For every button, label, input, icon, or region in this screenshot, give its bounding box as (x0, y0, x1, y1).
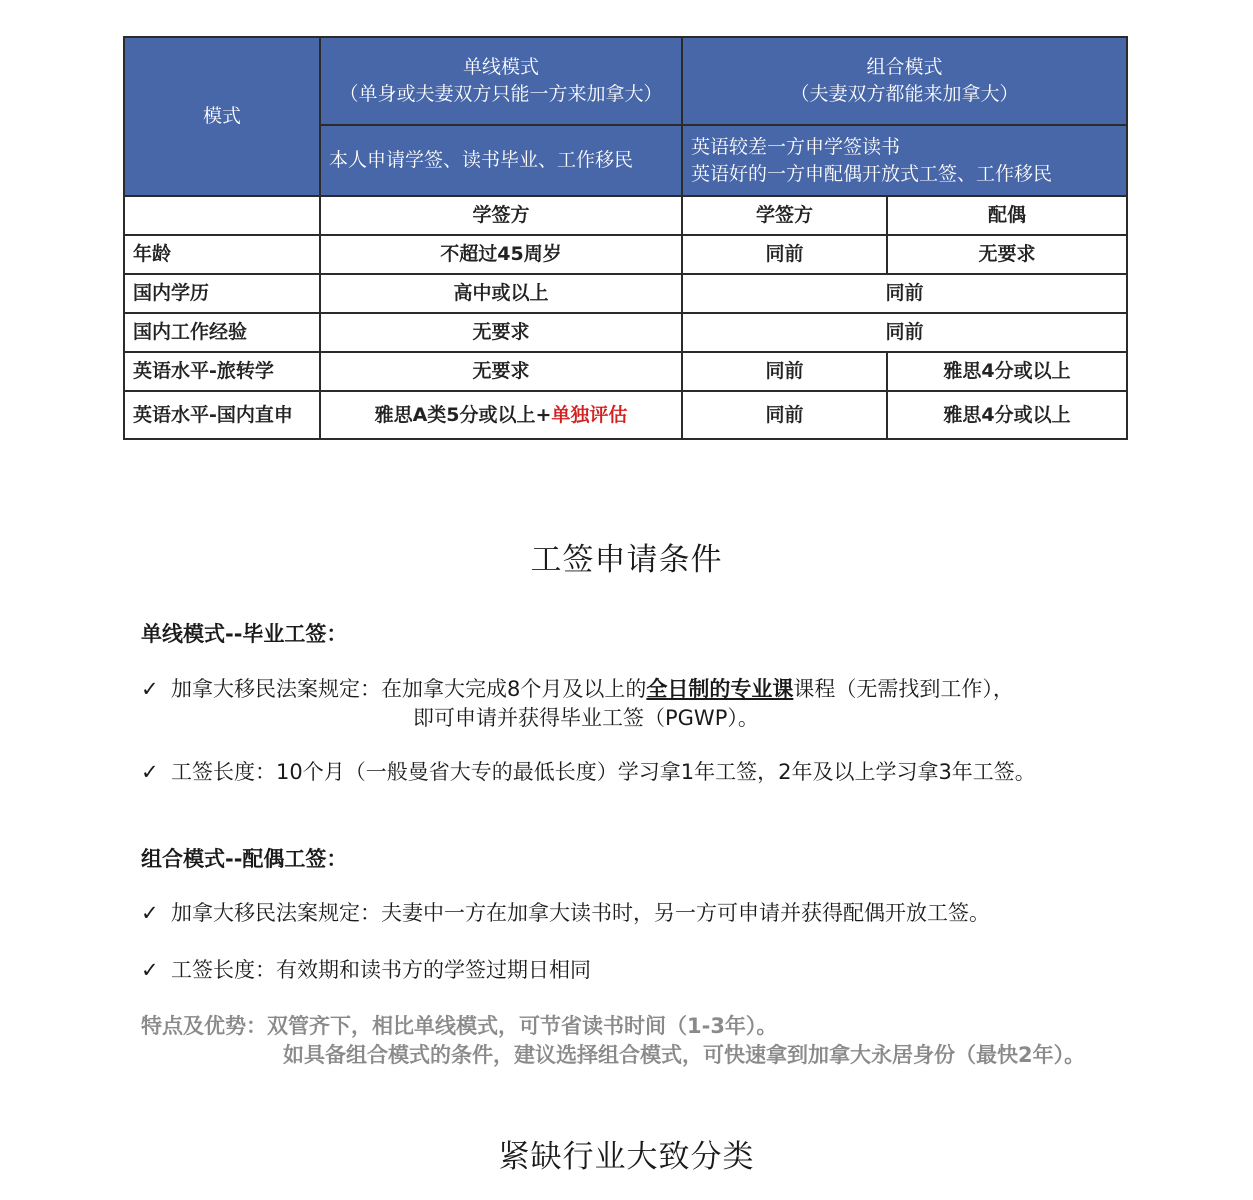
check-icon: ✓ (141, 760, 159, 784)
combo-student-value: 同前 (682, 235, 887, 274)
role-row (124, 196, 1127, 235)
combo-student-role-cell: 学签方 (682, 196, 887, 235)
item-text: 加拿大移民法案规定：夫妻中一方在加拿大读书时，另一方可申请并获得配偶开放工签。 (171, 901, 990, 925)
table-row (124, 274, 1127, 313)
combo-mode-desc-line2: 英语好的一方申配偶开放式工签、工作移民 (691, 162, 1053, 185)
combo-student-value: 同前 (682, 352, 887, 391)
mode-header-cell (124, 37, 320, 196)
combo-merged-value: 同前 (682, 274, 1127, 313)
combo-spouse-value: 雅思4分或以上 (887, 391, 1127, 439)
table-row (124, 352, 1127, 391)
table-header-row (124, 37, 1127, 125)
row-label: 国内工作经验 (124, 313, 320, 352)
single-mode-title: 单线模式 (462, 56, 539, 78)
combo-mode-header-cell (682, 37, 1127, 125)
single-value-highlight: 单独评估 (551, 403, 628, 426)
item-text-after: 课程（无需找到工作）， (793, 677, 1014, 701)
mode-header-label: 模式 (202, 105, 241, 127)
single-check-item-2 (141, 758, 1036, 787)
combo-mode-title: 组合模式 (866, 56, 943, 78)
combo-check-item-1 (141, 899, 990, 928)
work-permit-title: 工签申请条件 (530, 542, 723, 578)
single-value: 无要求 (320, 352, 682, 391)
item-continuation: 即可申请并获得毕业工签（PGWP）。 (413, 706, 759, 730)
combo-check-item-2 (141, 956, 591, 985)
table-row (124, 391, 1127, 439)
table-row (124, 235, 1127, 274)
row-label: 国内学历 (124, 274, 320, 313)
features-block (141, 1012, 1085, 1070)
single-mode-heading: 单线模式--毕业工签： (141, 622, 348, 646)
combo-merged-value: 同前 (682, 313, 1127, 352)
single-mode-header-cell (320, 37, 682, 125)
combo-mode-desc-cell (682, 125, 1127, 196)
single-value: 高中或以上 (320, 274, 682, 313)
combo-spouse-role-cell: 配偶 (887, 196, 1127, 235)
combo-mode-heading: 组合模式--配偶工签： (141, 847, 348, 871)
combo-mode-subtitle: （夫妻双方都能来加拿大） (790, 83, 1019, 105)
single-value: 无要求 (320, 313, 682, 352)
comparison-table (123, 36, 1128, 440)
single-mode-desc: 本人申请学签、读书毕业、工作移民 (329, 149, 634, 171)
combo-spouse-value: 雅思4分或以上 (887, 352, 1127, 391)
single-value-main: 雅思A类5分或以上+ (374, 403, 552, 426)
single-check-item-1 (141, 675, 1014, 733)
combo-mode-desc-line1: 英语较差一方申学签读书 (691, 135, 901, 158)
single-mode-desc-cell (320, 125, 682, 196)
single-value (320, 391, 682, 439)
features-line-1: 特点及优势：双管齐下，相比单线模式，可节省读书时间（1-3年）。 (141, 1014, 778, 1038)
row-label: 英语水平-国内直申 (124, 391, 320, 439)
single-value: 不超过45周岁 (320, 235, 682, 274)
row-label: 年龄 (124, 235, 320, 274)
features-line-2: 如具备组合模式的条件，建议选择组合模式，可快速拿到加拿大永居身份（最快2年）。 (283, 1043, 1086, 1067)
item-text: 工签长度：10个月（一般曼省大专的最低长度）学习拿1年工签，2年及以上学习拿3年工签。 (171, 760, 1036, 784)
item-text: 工签长度：有效期和读书方的学签过期日相同 (171, 958, 591, 982)
item-emphasis: 全日制的专业课 (646, 677, 794, 701)
table-row (124, 313, 1127, 352)
check-icon: ✓ (141, 677, 159, 701)
combo-spouse-value: 无要求 (887, 235, 1127, 274)
combo-student-value: 同前 (682, 391, 887, 439)
row-label: 英语水平-旅转学 (124, 352, 320, 391)
shortage-title: 紧缺行业大致分类 (498, 1139, 755, 1175)
single-mode-subtitle: （单身或夫妻双方只能一方来加拿大） (339, 83, 663, 105)
check-icon: ✓ (141, 958, 159, 982)
single-role-cell: 学签方 (320, 196, 682, 235)
role-empty-cell (124, 196, 320, 235)
item-text: 加拿大移民法案规定：在加拿大完成8个月及以上的 (171, 677, 647, 701)
check-icon: ✓ (141, 901, 159, 925)
